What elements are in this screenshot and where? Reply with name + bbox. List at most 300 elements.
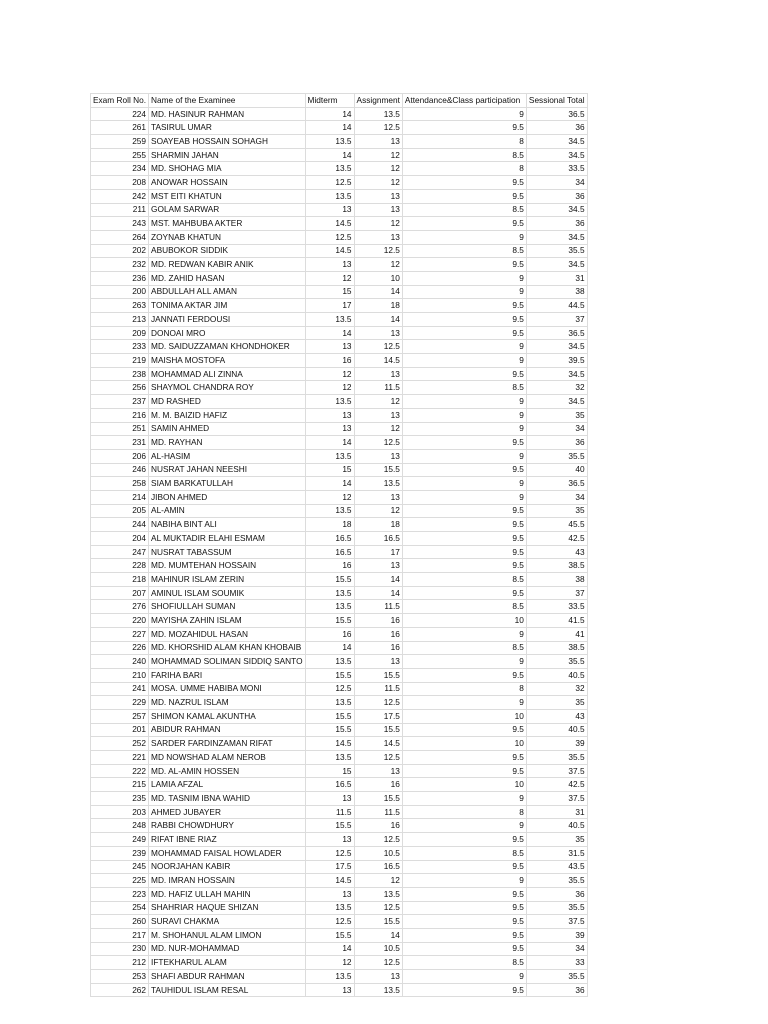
cell-midterm: 16 [305,559,354,573]
cell-roll: 234 [91,162,149,176]
cell-roll: 247 [91,545,149,559]
cell-attendance: 9 [402,285,526,299]
cell-total: 36 [526,217,587,231]
cell-name: SHAYMOL CHANDRA ROY [149,381,306,395]
cell-roll: 201 [91,723,149,737]
cell-assignment: 12.5 [354,121,402,135]
cell-attendance: 9.5 [402,833,526,847]
cell-assignment: 14.5 [354,737,402,751]
cell-roll: 225 [91,874,149,888]
cell-midterm: 13.5 [305,504,354,518]
cell-total: 34 [526,422,587,436]
cell-assignment: 12 [354,395,402,409]
cell-roll: 264 [91,230,149,244]
cell-attendance: 9.5 [402,313,526,327]
cell-roll: 242 [91,189,149,203]
cell-name: SHAFI ABDUR RAHMAN [149,970,306,984]
cell-assignment: 17 [354,545,402,559]
cell-roll: 220 [91,614,149,628]
cell-attendance: 9.5 [402,928,526,942]
cell-attendance: 8.5 [402,203,526,217]
table-row [91,230,588,244]
cell-midterm: 16.5 [305,545,354,559]
cell-attendance: 8.5 [402,244,526,258]
cell-midterm: 13.5 [305,586,354,600]
cell-midterm: 12 [305,367,354,381]
cell-total: 41 [526,627,587,641]
cell-roll: 276 [91,600,149,614]
cell-attendance: 8 [402,682,526,696]
cell-midterm: 13 [305,887,354,901]
cell-roll: 254 [91,901,149,915]
cell-midterm: 15.5 [305,709,354,723]
table-body [91,107,588,997]
cell-name: TAUHIDUL ISLAM RESAL [149,983,306,997]
cell-attendance: 9.5 [402,764,526,778]
cell-assignment: 13 [354,764,402,778]
cell-midterm: 16 [305,354,354,368]
cell-total: 36 [526,121,587,135]
cell-attendance: 10 [402,778,526,792]
cell-assignment: 13.5 [354,477,402,491]
cell-midterm: 13 [305,340,354,354]
table-row [91,176,588,190]
cell-assignment: 11.5 [354,600,402,614]
cell-attendance: 9.5 [402,258,526,272]
cell-roll: 223 [91,887,149,901]
cell-assignment: 10.5 [354,942,402,956]
cell-total: 34.5 [526,367,587,381]
cell-attendance: 9.5 [402,217,526,231]
cell-assignment: 16 [354,614,402,628]
cell-total: 35 [526,833,587,847]
cell-assignment: 16 [354,641,402,655]
cell-roll: 202 [91,244,149,258]
cell-attendance: 8.5 [402,641,526,655]
cell-attendance: 9.5 [402,983,526,997]
cell-name: MD. NUR-MOHAMMAD [149,942,306,956]
cell-roll: 255 [91,148,149,162]
cell-midterm: 14 [305,121,354,135]
cell-attendance: 9.5 [402,367,526,381]
cell-name: MOHAMMAD ALI ZINNA [149,367,306,381]
cell-assignment: 13 [354,189,402,203]
table-row [91,504,588,518]
cell-attendance: 9.5 [402,299,526,313]
cell-attendance: 8 [402,135,526,149]
cell-total: 35.5 [526,244,587,258]
cell-roll: 204 [91,532,149,546]
cell-roll: 232 [91,258,149,272]
cell-roll: 261 [91,121,149,135]
cell-attendance: 9.5 [402,942,526,956]
cell-roll: 216 [91,408,149,422]
table-row [91,764,588,778]
table-row [91,258,588,272]
cell-total: 39 [526,928,587,942]
cell-total: 36 [526,983,587,997]
cell-midterm: 15.5 [305,573,354,587]
cell-name: MD RASHED [149,395,306,409]
cell-assignment: 12 [354,874,402,888]
table-row [91,422,588,436]
cell-roll: 226 [91,641,149,655]
cell-total: 32 [526,682,587,696]
cell-total: 38.5 [526,641,587,655]
cell-roll: 222 [91,764,149,778]
cell-total: 43 [526,545,587,559]
cell-name: MAHINUR ISLAM ZERIN [149,573,306,587]
cell-assignment: 16.5 [354,532,402,546]
cell-roll: 212 [91,956,149,970]
cell-roll: 256 [91,381,149,395]
cell-assignment: 12 [354,258,402,272]
table-row [91,600,588,614]
cell-roll: 213 [91,313,149,327]
cell-assignment: 13 [354,367,402,381]
cell-roll: 262 [91,983,149,997]
cell-midterm: 13.5 [305,600,354,614]
cell-midterm: 13.5 [305,970,354,984]
header-exam-roll: Exam Roll No. [91,94,149,108]
header-attendance: Attendance&Class participation [402,94,526,108]
table-row [91,778,588,792]
cell-name: SHIMON KAMAL AKUNTHA [149,709,306,723]
cell-attendance: 9.5 [402,436,526,450]
cell-name: MD. MOZAHIDUL HASAN [149,627,306,641]
cell-name: ABUBOKOR SIDDIK [149,244,306,258]
cell-attendance: 9 [402,970,526,984]
cell-attendance: 9.5 [402,915,526,929]
cell-midterm: 13 [305,258,354,272]
cell-total: 35.5 [526,655,587,669]
cell-total: 31 [526,271,587,285]
cell-roll: 228 [91,559,149,573]
cell-attendance: 9.5 [402,504,526,518]
cell-assignment: 12.5 [354,696,402,710]
table-row [91,107,588,121]
cell-name: MOSA. UMME HABIBA MONI [149,682,306,696]
cell-total: 37 [526,313,587,327]
cell-total: 35 [526,696,587,710]
cell-name: RABBI CHOWDHURY [149,819,306,833]
cell-assignment: 12 [354,422,402,436]
cell-attendance: 10 [402,737,526,751]
table-row [91,956,588,970]
cell-roll: 215 [91,778,149,792]
cell-total: 36 [526,436,587,450]
cell-total: 40 [526,463,587,477]
table-row [91,833,588,847]
cell-assignment: 16 [354,819,402,833]
cell-roll: 251 [91,422,149,436]
cell-total: 35 [526,408,587,422]
cell-total: 35.5 [526,751,587,765]
cell-attendance: 8 [402,162,526,176]
cell-assignment: 13 [354,490,402,504]
cell-roll: 227 [91,627,149,641]
table-row [91,367,588,381]
cell-midterm: 13 [305,422,354,436]
cell-attendance: 9.5 [402,860,526,874]
cell-assignment: 13 [354,203,402,217]
cell-roll: 248 [91,819,149,833]
cell-midterm: 13.5 [305,395,354,409]
cell-total: 34.5 [526,203,587,217]
cell-name: MD. SAIDUZZAMAN KHONDHOKER [149,340,306,354]
cell-midterm: 13.5 [305,901,354,915]
cell-attendance: 9.5 [402,176,526,190]
cell-assignment: 13 [354,970,402,984]
cell-roll: 249 [91,833,149,847]
table-row [91,641,588,655]
cell-assignment: 13 [354,559,402,573]
cell-total: 39.5 [526,354,587,368]
cell-total: 32 [526,381,587,395]
cell-attendance: 9.5 [402,559,526,573]
cell-name: JIBON AHMED [149,490,306,504]
cell-midterm: 12.5 [305,846,354,860]
cell-assignment: 13 [354,408,402,422]
cell-total: 36.5 [526,477,587,491]
table-row [91,792,588,806]
cell-name: MD. HASINUR RAHMAN [149,107,306,121]
cell-name: MD. TASNIM IBNA WAHID [149,792,306,806]
header-row [91,94,588,108]
cell-assignment: 13.5 [354,983,402,997]
cell-total: 35.5 [526,970,587,984]
cell-attendance: 9 [402,655,526,669]
cell-assignment: 16 [354,778,402,792]
table-row [91,915,588,929]
cell-midterm: 11.5 [305,805,354,819]
cell-midterm: 13.5 [305,313,354,327]
cell-attendance: 9.5 [402,887,526,901]
table-row [91,655,588,669]
cell-total: 35.5 [526,449,587,463]
table-row [91,436,588,450]
cell-name: MD. KHORSHID ALAM KHAN KHOBAIB [149,641,306,655]
table-row [91,148,588,162]
cell-total: 34.5 [526,395,587,409]
cell-midterm: 15.5 [305,668,354,682]
cell-name: MD. IMRAN HOSSAIN [149,874,306,888]
table-row [91,983,588,997]
cell-roll: 252 [91,737,149,751]
cell-attendance: 9 [402,395,526,409]
table-row [91,395,588,409]
cell-attendance: 9 [402,627,526,641]
cell-midterm: 14 [305,942,354,956]
cell-assignment: 13 [354,326,402,340]
cell-total: 39 [526,737,587,751]
cell-name: NABIHA BINT ALI [149,518,306,532]
table-row [91,463,588,477]
cell-roll: 211 [91,203,149,217]
cell-midterm: 13.5 [305,751,354,765]
cell-name: GOLAM SARWAR [149,203,306,217]
cell-midterm: 12 [305,381,354,395]
cell-total: 34.5 [526,340,587,354]
cell-attendance: 9 [402,230,526,244]
cell-name: LAMIA AFZAL [149,778,306,792]
cell-assignment: 12.5 [354,244,402,258]
table-row [91,299,588,313]
cell-attendance: 9 [402,107,526,121]
cell-midterm: 12 [305,490,354,504]
cell-midterm: 12.5 [305,915,354,929]
cell-midterm: 15.5 [305,819,354,833]
cell-roll: 253 [91,970,149,984]
cell-roll: 208 [91,176,149,190]
cell-attendance: 8.5 [402,846,526,860]
cell-attendance: 9 [402,422,526,436]
cell-midterm: 14 [305,326,354,340]
cell-name: SURAVI CHAKMA [149,915,306,929]
cell-roll: 207 [91,586,149,600]
cell-midterm: 17.5 [305,860,354,874]
cell-roll: 240 [91,655,149,669]
table-row [91,189,588,203]
cell-total: 35.5 [526,874,587,888]
cell-total: 34 [526,176,587,190]
cell-attendance: 8.5 [402,148,526,162]
table-row [91,573,588,587]
cell-roll: 257 [91,709,149,723]
cell-attendance: 9.5 [402,586,526,600]
table-row [91,901,588,915]
cell-total: 34.5 [526,230,587,244]
cell-total: 44.5 [526,299,587,313]
cell-midterm: 16.5 [305,532,354,546]
cell-name: MST. MAHBUBA AKTER [149,217,306,231]
cell-midterm: 14.5 [305,217,354,231]
table-row [91,244,588,258]
table-row [91,586,588,600]
cell-assignment: 15.5 [354,792,402,806]
cell-assignment: 12.5 [354,956,402,970]
cell-assignment: 12.5 [354,901,402,915]
cell-name: MD. SHOHAG MIA [149,162,306,176]
cell-name: AMINUL ISLAM SOUMIK [149,586,306,600]
cell-total: 34 [526,490,587,504]
cell-assignment: 15.5 [354,915,402,929]
cell-assignment: 12.5 [354,340,402,354]
cell-total: 33.5 [526,600,587,614]
cell-assignment: 16.5 [354,860,402,874]
cell-total: 38 [526,573,587,587]
table-row [91,203,588,217]
table-row [91,408,588,422]
cell-total: 31.5 [526,846,587,860]
cell-name: ANOWAR HOSSAIN [149,176,306,190]
cell-assignment: 13 [354,449,402,463]
cell-name: SOAYEAB HOSSAIN SOHAGH [149,135,306,149]
cell-name: SIAM BARKATULLAH [149,477,306,491]
cell-midterm: 12.5 [305,230,354,244]
cell-midterm: 12 [305,956,354,970]
cell-attendance: 9 [402,477,526,491]
cell-midterm: 13 [305,203,354,217]
cell-roll: 239 [91,846,149,860]
cell-name: MD. ZAHID HASAN [149,271,306,285]
cell-total: 40.5 [526,819,587,833]
cell-roll: 224 [91,107,149,121]
cell-name: JANNATI FERDOUSI [149,313,306,327]
cell-midterm: 12.5 [305,176,354,190]
cell-total: 31 [526,805,587,819]
cell-midterm: 14 [305,641,354,655]
cell-roll: 263 [91,299,149,313]
cell-attendance: 9 [402,449,526,463]
table-row [91,942,588,956]
cell-midterm: 14.5 [305,874,354,888]
cell-roll: 241 [91,682,149,696]
cell-total: 36 [526,887,587,901]
table-row [91,559,588,573]
cell-assignment: 12 [354,148,402,162]
cell-midterm: 13.5 [305,449,354,463]
cell-midterm: 12 [305,271,354,285]
table-row [91,928,588,942]
cell-roll: 221 [91,751,149,765]
cell-roll: 245 [91,860,149,874]
cell-assignment: 11.5 [354,805,402,819]
cell-attendance: 9 [402,696,526,710]
table-row [91,381,588,395]
cell-attendance: 9.5 [402,901,526,915]
cell-roll: 205 [91,504,149,518]
cell-name: SHAHRIAR HAQUE SHIZAN [149,901,306,915]
table-row [91,162,588,176]
cell-roll: 203 [91,805,149,819]
cell-total: 35.5 [526,901,587,915]
cell-name: MAISHA MOSTOFA [149,354,306,368]
header-examinee-name: Name of the Examinee [149,94,306,108]
table-row [91,627,588,641]
cell-midterm: 18 [305,518,354,532]
cell-total: 34.5 [526,258,587,272]
cell-attendance: 9.5 [402,518,526,532]
cell-midterm: 14.5 [305,244,354,258]
cell-attendance: 9.5 [402,532,526,546]
table-row [91,518,588,532]
cell-name: ABIDUR RAHMAN [149,723,306,737]
cell-attendance: 9.5 [402,668,526,682]
cell-attendance: 8 [402,805,526,819]
cell-attendance: 9.5 [402,723,526,737]
table-row [91,135,588,149]
cell-name: MD. HAFIZ ULLAH MAHIN [149,887,306,901]
table-row [91,696,588,710]
table-row [91,354,588,368]
cell-total: 36.5 [526,326,587,340]
table-row [91,326,588,340]
table-row [91,846,588,860]
table-row [91,723,588,737]
cell-roll: 217 [91,928,149,942]
cell-total: 36.5 [526,107,587,121]
cell-assignment: 11.5 [354,381,402,395]
cell-midterm: 12.5 [305,682,354,696]
cell-name: IFTEKHARUL ALAM [149,956,306,970]
cell-attendance: 9.5 [402,545,526,559]
cell-assignment: 14 [354,573,402,587]
cell-assignment: 10 [354,271,402,285]
cell-name: DONOAI MRO [149,326,306,340]
cell-midterm: 13 [305,792,354,806]
cell-assignment: 14.5 [354,354,402,368]
